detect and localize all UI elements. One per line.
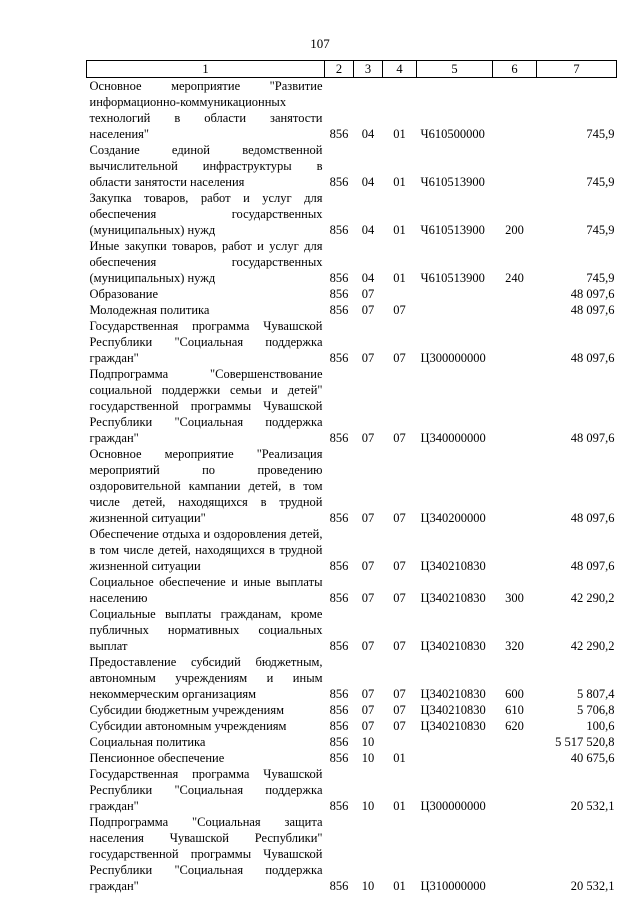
row-section-code: 04 xyxy=(361,223,375,237)
row-target-article: Ц340210830 xyxy=(420,687,486,701)
row-section-code: 07 xyxy=(361,703,375,717)
row-amount: 40 675,6 xyxy=(570,751,615,765)
row-expense-type xyxy=(493,302,537,318)
table-row xyxy=(87,654,617,702)
table-row xyxy=(87,302,617,318)
row-ministry-code: 856 xyxy=(329,559,349,573)
row-section-code: 07 xyxy=(361,719,375,733)
row-ministry-code: 856 xyxy=(329,351,349,365)
row-ministry-code: 856 xyxy=(329,639,349,653)
row-ministry-code: 856 xyxy=(329,127,349,141)
row-name: Государственная программа Чувашской Республики "Социальная поддержка граждан" xyxy=(89,319,323,365)
row-expense-type: 620 xyxy=(505,719,524,733)
row-name: Социальная политика xyxy=(89,735,206,749)
row-name: Субсидии бюджетным учреждениям xyxy=(89,703,285,717)
table-row xyxy=(87,446,617,526)
row-ministry-code: 856 xyxy=(329,223,349,237)
row-target-article: Ц340210830 xyxy=(420,559,486,573)
row-name: Образование xyxy=(89,287,159,301)
row-subsection-code: 01 xyxy=(393,271,406,285)
table-row xyxy=(87,750,617,766)
row-amount: 5 517 520,8 xyxy=(555,735,615,749)
row-amount: 100,6 xyxy=(586,719,615,733)
row-expense-type xyxy=(493,526,537,574)
row-ministry-code: 856 xyxy=(329,687,349,701)
row-name: Подпрограмма "Совершенствование социальной поддержки семьи и детей" государственной программы Чувашской Республики "Социальная поддержка граждан" xyxy=(89,367,323,445)
row-section-code: 10 xyxy=(361,735,375,749)
row-expense-type: 240 xyxy=(505,271,524,285)
row-ministry-code: 856 xyxy=(329,703,349,717)
header-col-3: 3 xyxy=(354,61,383,78)
row-subsection-code: 01 xyxy=(393,799,406,813)
row-amount: 745,9 xyxy=(586,175,615,189)
row-expense-type xyxy=(493,766,537,814)
row-section-code: 10 xyxy=(361,751,375,765)
row-subsection-code: 07 xyxy=(393,303,406,317)
row-name: Создание единой ведомственной вычислительной инфраструктуры в области занятости населения xyxy=(89,143,323,189)
row-target-article: Ц340210830 xyxy=(420,719,486,733)
row-ministry-code: 856 xyxy=(329,591,349,605)
row-section-code: 07 xyxy=(361,287,375,301)
row-target-article: Ч610513900 xyxy=(420,175,485,189)
row-subsection-code: 01 xyxy=(393,127,406,141)
row-section-code: 10 xyxy=(361,799,375,813)
row-expense-type xyxy=(493,142,537,190)
row-name: Молодежная политика xyxy=(89,303,210,317)
table-row xyxy=(87,142,617,190)
row-name: Основное мероприятие "Развитие информационно-коммуникационных технологий в области занятости населения" xyxy=(89,79,323,141)
row-target-article: Ч610513900 xyxy=(420,223,485,237)
table-row xyxy=(87,238,617,286)
row-name: Субсидии автономным учреждениям xyxy=(89,719,287,733)
table-row xyxy=(87,702,617,718)
header-col-6: 6 xyxy=(493,61,537,78)
row-subsection-code: 07 xyxy=(393,559,406,573)
row-amount: 48 097,6 xyxy=(570,287,615,301)
row-name: Предоставление субсидий бюджетным, автономным учреждениям и иным некоммерческим организациям xyxy=(89,655,323,701)
row-amount: 745,9 xyxy=(586,271,615,285)
row-expense-type xyxy=(493,446,537,526)
table-row xyxy=(87,718,617,734)
table-row xyxy=(87,318,617,366)
row-subsection-code xyxy=(383,734,417,750)
row-section-code: 04 xyxy=(361,271,375,285)
row-target-article: Ц340210830 xyxy=(420,639,486,653)
row-expense-type: 610 xyxy=(505,703,524,717)
row-target-article: Ц340000000 xyxy=(420,431,486,445)
row-name: Пенсионное обеспечение xyxy=(89,751,225,765)
row-amount: 48 097,6 xyxy=(570,511,615,525)
row-section-code: 07 xyxy=(361,559,375,573)
row-section-code: 04 xyxy=(361,127,375,141)
table-row xyxy=(87,526,617,574)
header-col-7: 7 xyxy=(537,61,617,78)
row-subsection-code: 07 xyxy=(393,431,406,445)
row-target-article xyxy=(417,286,493,302)
row-target-article: Ц340200000 xyxy=(420,511,486,525)
row-ministry-code: 856 xyxy=(329,431,349,445)
row-expense-type xyxy=(493,366,537,446)
row-ministry-code: 856 xyxy=(329,751,349,765)
row-section-code: 07 xyxy=(361,431,375,445)
table-row xyxy=(87,190,617,238)
header-col-5: 5 xyxy=(417,61,493,78)
table-row xyxy=(87,814,617,894)
row-subsection-code xyxy=(383,286,417,302)
row-name: Основное мероприятие "Реализация мероприятий по проведению оздоровительной кампании детей, в том числе детей, находящихся в трудной жизненной ситуации" xyxy=(89,447,323,525)
row-amount: 42 290,2 xyxy=(570,591,615,605)
row-target-article: Ц300000000 xyxy=(420,351,486,365)
row-ministry-code: 856 xyxy=(329,719,349,733)
row-subsection-code: 07 xyxy=(393,639,406,653)
row-subsection-code: 01 xyxy=(393,751,406,765)
row-expense-type xyxy=(493,734,537,750)
row-subsection-code: 07 xyxy=(393,351,406,365)
table-row xyxy=(87,366,617,446)
row-name: Обеспечение отдыха и оздоровления детей, в том числе детей, находящихся в трудной жизненной ситуации xyxy=(89,527,323,573)
row-target-article xyxy=(417,750,493,766)
header-col-2: 2 xyxy=(325,61,354,78)
table-row xyxy=(87,574,617,606)
row-expense-type xyxy=(493,286,537,302)
row-subsection-code: 07 xyxy=(393,703,406,717)
row-amount: 5 807,4 xyxy=(577,687,615,701)
row-subsection-code: 07 xyxy=(393,719,406,733)
header-col-4: 4 xyxy=(383,61,417,78)
row-target-article: Ч610513900 xyxy=(420,271,485,285)
header-col-1: 1 xyxy=(87,61,325,78)
row-amount: 48 097,6 xyxy=(570,303,615,317)
row-subsection-code: 01 xyxy=(393,175,406,189)
row-amount: 20 532,1 xyxy=(570,879,615,893)
row-name: Социальное обеспечение и иные выплаты населению xyxy=(89,575,323,605)
row-target-article: Ч610500000 xyxy=(420,127,485,141)
row-target-article: Ц340210830 xyxy=(420,591,486,605)
row-target-article: Ц300000000 xyxy=(420,799,486,813)
row-target-article xyxy=(417,302,493,318)
page-number: 107 xyxy=(310,36,330,51)
row-expense-type: 600 xyxy=(505,687,524,701)
row-subsection-code: 07 xyxy=(393,687,406,701)
table-row xyxy=(87,78,617,143)
row-amount: 48 097,6 xyxy=(570,431,615,445)
row-expense-type: 320 xyxy=(505,639,524,653)
row-amount: 745,9 xyxy=(586,223,615,237)
row-name: Государственная программа Чувашской Республики "Социальная поддержка граждан" xyxy=(89,767,323,813)
row-section-code: 07 xyxy=(361,351,375,365)
row-expense-type xyxy=(493,78,537,143)
header-row xyxy=(87,61,617,78)
row-section-code: 07 xyxy=(361,303,375,317)
table-row xyxy=(87,734,617,750)
table-row xyxy=(87,286,617,302)
table-row xyxy=(87,766,617,814)
row-amount: 42 290,2 xyxy=(570,639,615,653)
row-amount: 48 097,6 xyxy=(570,351,615,365)
row-ministry-code: 856 xyxy=(329,175,349,189)
row-name: Закупка товаров, работ и услуг для обеспечения государственных (муниципальных) нужд xyxy=(89,191,323,237)
row-name: Иные закупки товаров, работ и услуг для обеспечения государственных (муниципальных) нужд xyxy=(89,239,323,285)
row-section-code: 07 xyxy=(361,639,375,653)
row-ministry-code: 856 xyxy=(329,271,349,285)
row-ministry-code: 856 xyxy=(329,511,349,525)
row-name: Социальные выплаты гражданам, кроме публичных нормативных социальных выплат xyxy=(89,607,323,653)
row-expense-type xyxy=(493,750,537,766)
row-subsection-code: 01 xyxy=(393,879,406,893)
row-expense-type xyxy=(493,814,537,894)
row-section-code: 07 xyxy=(361,687,375,701)
row-section-code: 04 xyxy=(361,175,375,189)
table-row xyxy=(87,606,617,654)
row-subsection-code: 07 xyxy=(393,591,406,605)
row-ministry-code: 856 xyxy=(329,303,349,317)
row-expense-type: 300 xyxy=(505,591,524,605)
row-subsection-code: 07 xyxy=(393,511,406,525)
row-target-article: Ц310000000 xyxy=(420,879,486,893)
row-subsection-code: 01 xyxy=(393,223,406,237)
row-section-code: 10 xyxy=(361,879,375,893)
row-section-code: 07 xyxy=(361,591,375,605)
row-ministry-code: 856 xyxy=(329,799,349,813)
row-amount: 20 532,1 xyxy=(570,799,615,813)
row-ministry-code: 856 xyxy=(329,879,349,893)
row-ministry-code: 856 xyxy=(329,735,349,749)
row-expense-type xyxy=(493,318,537,366)
budget-table xyxy=(86,60,617,894)
row-amount: 48 097,6 xyxy=(570,559,615,573)
row-amount: 5 706,8 xyxy=(577,703,615,717)
row-amount: 745,9 xyxy=(586,127,615,141)
row-target-article: Ц340210830 xyxy=(420,703,486,717)
row-expense-type: 200 xyxy=(505,223,524,237)
row-target-article xyxy=(417,734,493,750)
row-ministry-code: 856 xyxy=(329,287,349,301)
row-section-code: 07 xyxy=(361,511,375,525)
row-name: Подпрограмма "Социальная защита населения Чувашской Республики" государственной программы Чувашской Республики "Социальная поддержка граждан" xyxy=(89,815,323,893)
